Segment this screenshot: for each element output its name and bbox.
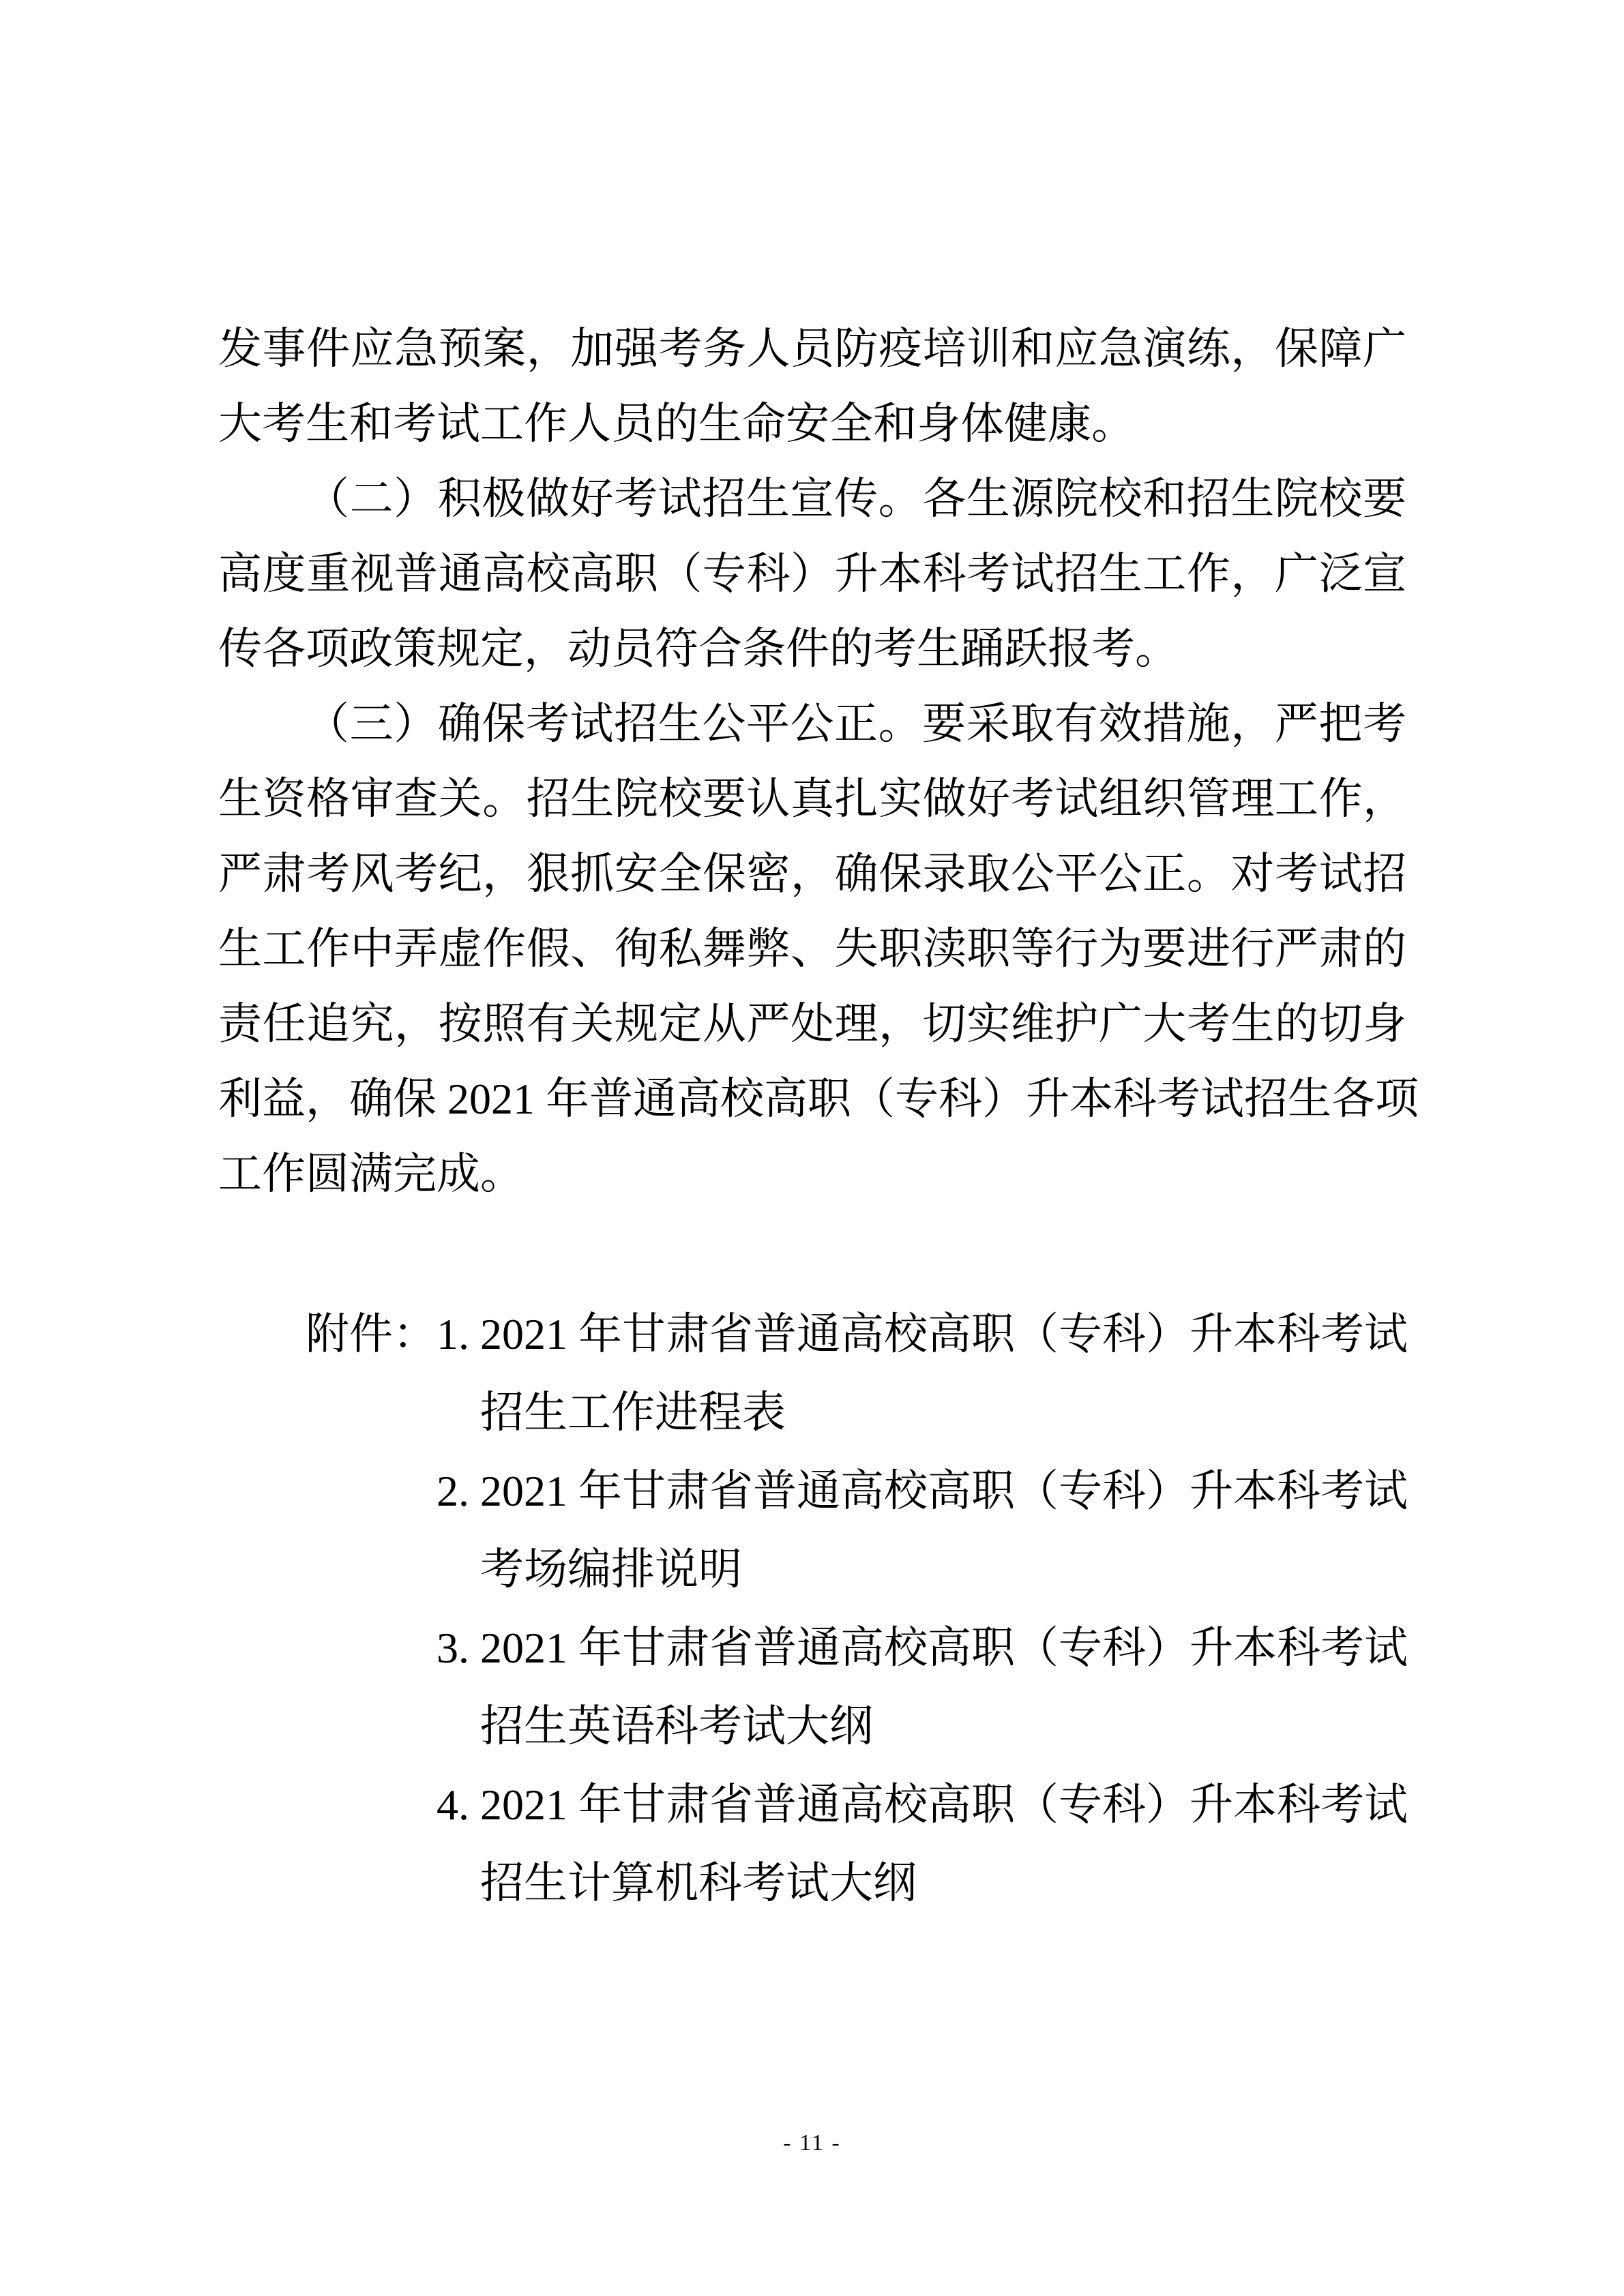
body-line: 利益，确保 2021 年普通高校高职（专科）升本科考试招生各项 (218, 1075, 1419, 1123)
attachment-item-2 (437, 1452, 1406, 1530)
attachment-item-4-title-continued: 招生计算机科考试大纲 (480, 1859, 917, 1907)
attachment-item-2-number: 2. (437, 1467, 469, 1515)
attachments-section (218, 1295, 1406, 1922)
attachment-item-1-title-continued: 招生工作进程表 (480, 1388, 786, 1437)
body-line: 传各项政策规定，动员符合条件的考生踊跃报考。 (218, 625, 1179, 673)
attachment-item-3 (437, 1609, 1406, 1687)
attachment-item-2-title-continued: 考场编排说明 (480, 1545, 742, 1594)
body-line: 高度重视普通高校高职（专科）升本科考试招生工作，广泛宣 (218, 550, 1406, 598)
attachment-item-3-title: 2021 年甘肃省普通高校高职（专科）升本科考试 (480, 1624, 1408, 1672)
attachment-item-4-title: 2021 年甘肃省普通高校高职（专科）升本科考试 (480, 1780, 1408, 1829)
attachment-item-2-title: 2021 年甘肃省普通高校高职（专科）升本科考试 (480, 1467, 1408, 1515)
attachments-label: 附件： (306, 1310, 437, 1358)
attachment-item-1 (306, 1295, 1406, 1373)
attachment-item-3-number: 3. (437, 1624, 469, 1672)
attachment-item-4 (437, 1765, 1406, 1844)
body-line-paragraph-end: 工作圆满完成。 (218, 1150, 524, 1198)
body-line: 严肃考风考纪，狠抓安全保密，确保录取公平公正。对考试招 (218, 850, 1406, 898)
attachment-item-1-number: 1. (437, 1310, 469, 1358)
body-line: 生资格审查关。招生院校要认真扎实做好考试组织管理工作， (218, 775, 1406, 823)
attachment-item-3-title-continued: 招生英语科考试大纲 (480, 1702, 873, 1750)
body-line-paragraph-2-start: （二）积极做好考试招生宣传。各生源院校和招生院校要 (306, 475, 1406, 523)
attachment-item-4-number: 4. (437, 1780, 469, 1829)
body-line: 生工作中弄虚作假、徇私舞弊、失职渎职等行为要进行严肃的 (218, 925, 1406, 973)
body-text (218, 312, 1419, 1212)
page-number: - 11 - (783, 2130, 841, 2156)
body-line-paragraph-3-start: （三）确保考试招生公平公正。要采取有效措施，严把考 (306, 700, 1406, 748)
attachment-item-1-title: 2021 年甘肃省普通高校高职（专科）升本科考试 (480, 1310, 1408, 1358)
body-line: 大考生和考试工作人员的生命安全和身体健康。 (218, 400, 1135, 448)
body-line: 发事件应急预案，加强考务人员防疫培训和应急演练，保障广 (218, 325, 1406, 373)
body-line: 责任追究，按照有关规定从严处理，切实维护广大考生的切身 (218, 1000, 1406, 1048)
